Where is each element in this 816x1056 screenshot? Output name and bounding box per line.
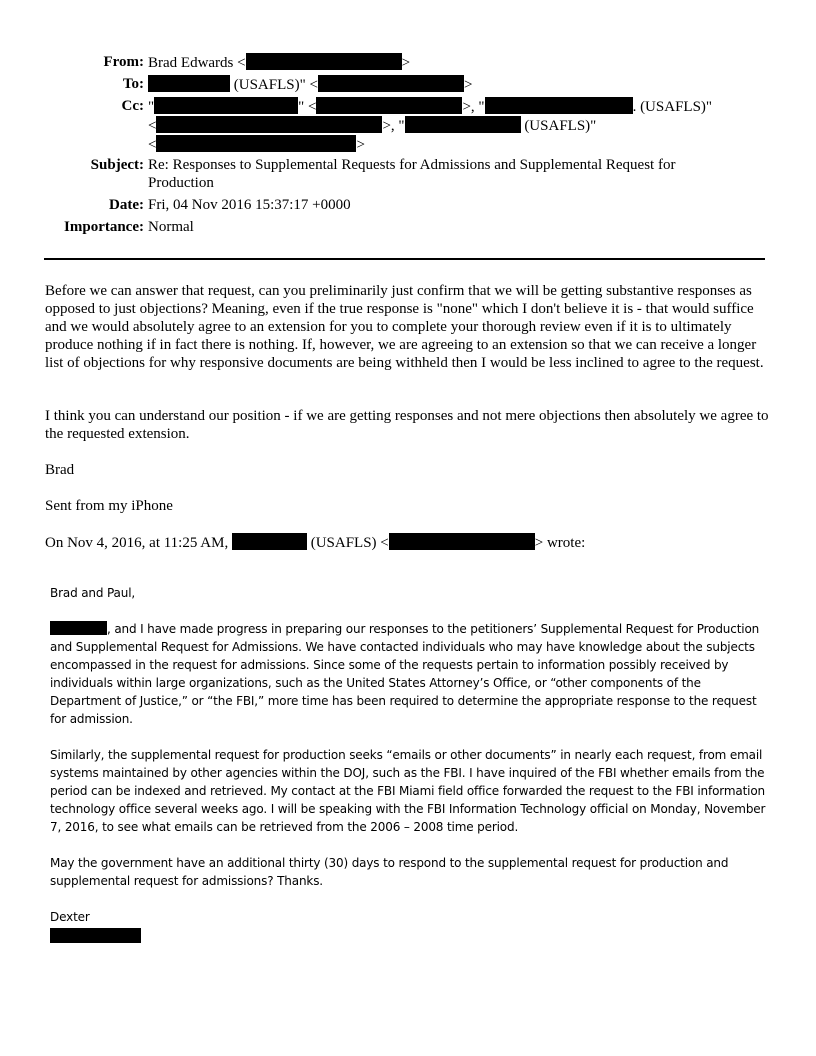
redaction-bar bbox=[485, 97, 633, 114]
sent-from-line: Sent from my iPhone bbox=[45, 498, 173, 514]
redaction-bar bbox=[50, 621, 107, 635]
cc-value-line3: < > bbox=[148, 137, 365, 153]
quoted-paragraph-2: Similarly, the supplemental request for production seeks “emails or other documents” in nearly each request, from email systems maintained by other agencies within the DOJ, such as the FBI. I have inquired of the FBI whether emails from the period can be indexed and retrieved. My contact at the FBI Miami field office forwarded the request to the FBI information technology office several weeks ago. I will be speaking with the FBI Information Technology official on Monday, November 7, 2016, to see what emails can be retrieved from the 2006 – 2008 time period. bbox=[50, 748, 766, 834]
subject-line-1: Re: Responses to Supplemental Requests for Admissions and Supplemental Request for bbox=[148, 157, 676, 173]
subject-label: Subject: bbox=[90, 157, 144, 173]
redaction-bar bbox=[246, 53, 402, 70]
quoted-paragraph-1 bbox=[50, 620, 772, 728]
quoted-greeting: Brad and Paul, bbox=[50, 586, 136, 600]
cc-label: Cc: bbox=[121, 98, 144, 114]
redaction-bar bbox=[156, 116, 382, 133]
to-org: (USAFLS)" bbox=[233, 77, 306, 93]
quoted-paragraph-3: May the government have an additional thirty (30) days to respond to the supplemental request for production and supplemental request for admissions? Thanks. bbox=[50, 856, 729, 888]
cc-value-line1: " " < >, " . (USAFLS)" bbox=[148, 99, 713, 115]
wrote-line bbox=[45, 533, 773, 552]
quoted-paragraph-1-text: , and I have made progress in preparing our responses to the petitioners’ Supplemental Request for Production and Supplemental Request for Admissions. We have contacted individuals who may have knowledge about the subjects encompassed in the request for admissions. Since some of the requests pertain to information possibly received by individuals within large organizations, such as the United States Attorney’s Office, or “other components of the Department of Justice,” or “the FBI,” more time has been required to determine the appropriate response to the request for admission. bbox=[50, 622, 760, 726]
subject-line-2: Production bbox=[148, 175, 214, 191]
cc-org-2: (USAFLS)" bbox=[524, 118, 597, 134]
header-divider bbox=[44, 258, 765, 260]
to-label: To: bbox=[122, 76, 144, 92]
redaction-bar bbox=[316, 97, 462, 114]
wrote-suffix: > wrote: bbox=[534, 535, 586, 551]
redaction-bar bbox=[154, 97, 298, 114]
from-name: Brad Edwards bbox=[148, 55, 234, 71]
cc-org-1: . (USAFLS)" bbox=[632, 99, 713, 115]
reply-signoff: Brad bbox=[45, 462, 75, 478]
to-value: (USAFLS)" < > bbox=[148, 75, 472, 95]
redaction-bar bbox=[389, 533, 535, 550]
importance-value: Normal bbox=[148, 219, 194, 235]
date-value: Fri, 04 Nov 2016 15:37:17 +0000 bbox=[148, 197, 351, 213]
redaction-bar bbox=[405, 116, 521, 133]
wrote-prefix: On Nov 4, 2016, at 11:25 AM, bbox=[45, 535, 229, 551]
reply-paragraph-1: Before we can answer that request, can you preliminarily just confirm that we will be getting substantive responses as opposed to just objections? Meaning, even if the true response is "none" which I don't believe it is - that would suffice and we would absolutely agree to an extension for you to complete your thorough review even if it is to ultimately produce nothing if in fact there is nothing. If, however, we are agreeing to an extension so that we can receive a longer list of objections for why responsive documents are being withheld then I would be less inclined to agree to the request. bbox=[45, 283, 764, 371]
email-header bbox=[0, 0, 816, 250]
wrote-org: (USAFLS) < bbox=[310, 535, 389, 551]
signature-redaction bbox=[50, 928, 141, 943]
from-label: From: bbox=[103, 54, 144, 70]
reply-paragraph-2: I think you can understand our position - if we are getting responses and not mere objections then absolutely we agree to the requested extension. bbox=[45, 408, 769, 442]
importance-label: Importance: bbox=[64, 219, 144, 235]
cc-value-line2: < >, " (USAFLS)" bbox=[148, 118, 597, 134]
redaction-bar bbox=[318, 75, 464, 92]
redaction-bar bbox=[148, 75, 230, 92]
quoted-signoff: Dexter bbox=[50, 910, 90, 924]
from-value: Brad Edwards < > bbox=[148, 55, 411, 71]
redaction-bar bbox=[232, 533, 307, 550]
date-label: Date: bbox=[109, 197, 144, 213]
redaction-bar bbox=[156, 135, 356, 152]
